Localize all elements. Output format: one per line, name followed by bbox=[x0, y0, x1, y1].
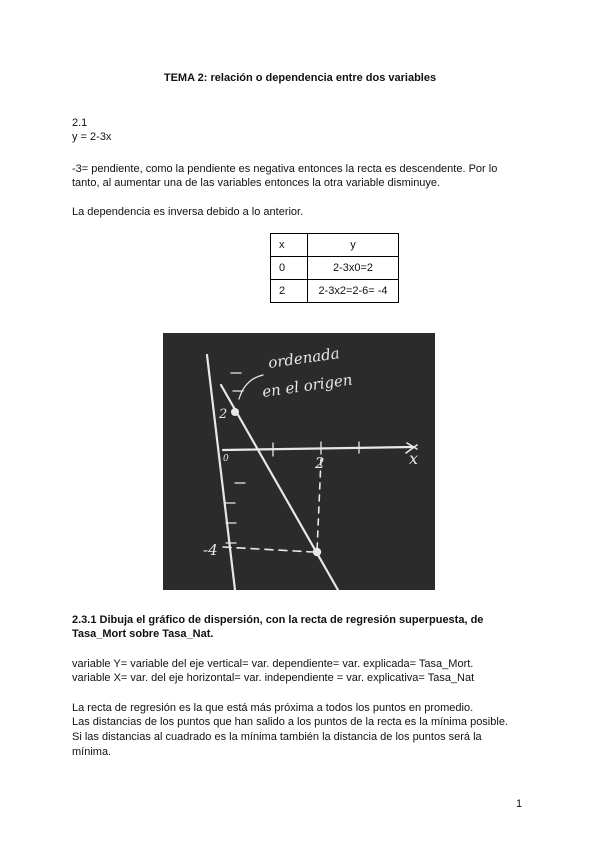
label-y-intercept: 2 bbox=[219, 407, 228, 422]
table-row bbox=[271, 280, 399, 303]
table-cell: 0 bbox=[271, 257, 308, 280]
heading-2-3-1-line1: 2.3.1 Dibuja el gráfico de dispersión, con la recta de regresión superpuesta, de bbox=[72, 614, 484, 626]
label-x-axis: x bbox=[409, 449, 419, 468]
equation: y = 2-3x bbox=[72, 131, 112, 143]
section-number: 2.1 bbox=[72, 117, 88, 129]
page-number: 1 bbox=[516, 798, 523, 810]
paragraph-slope-line1: -3= pendiente, como la pendiente es negativa entonces la recta es descendente. Por lo bbox=[72, 163, 498, 175]
table-cell: 2 bbox=[271, 280, 308, 303]
table-row bbox=[271, 257, 399, 280]
paragraph-regression-line4: mínima. bbox=[72, 746, 112, 758]
label-x-value: 2 bbox=[315, 454, 325, 472]
variable-x-definition: variable X= var. del eje horizontal= var. independiente = var. explicativa= Tasa_Nat bbox=[72, 672, 475, 684]
paragraph-regression-line2: Las distancias de los puntos que han salido a los puntos de la recta es la mínima posible. bbox=[72, 716, 508, 728]
paragraph-regression-line3: Si las distancias al cuadrado es la mínima también la distancia de los puntos será la bbox=[72, 731, 482, 743]
table-header-y: y bbox=[308, 234, 399, 257]
label-y-value: -4 bbox=[203, 541, 218, 559]
values-table bbox=[270, 233, 399, 303]
paragraph-slope-line2: tanto, al aumentar una de las variables entonces la otra variable disminuye. bbox=[72, 177, 441, 189]
table-header-x: x bbox=[271, 234, 308, 257]
table-cell: 2-3x2=2-6= -4 bbox=[308, 280, 399, 303]
chalkboard-photo bbox=[163, 333, 435, 590]
label-origin: 0 bbox=[223, 454, 229, 464]
paragraph-dependence: La dependencia es inversa debido a lo anterior. bbox=[72, 206, 304, 218]
annotation-line2: en el origen bbox=[261, 370, 354, 401]
table-header-row bbox=[271, 234, 399, 257]
paragraph-regression-line1: La recta de regresión es la que está más próxima a todos los puntos en promedio. bbox=[72, 702, 474, 714]
heading-2-3-1-line2: Tasa_Mort sobre Tasa_Nat. bbox=[72, 628, 214, 640]
point-y-intercept bbox=[231, 408, 239, 416]
annotation-line1: ordenada bbox=[267, 344, 341, 372]
page-title: TEMA 2: relación o dependencia entre dos variables bbox=[163, 72, 437, 84]
variable-y-definition: variable Y= variable del eje vertical= var. dependiente= var. explicada= Tasa_Mort. bbox=[72, 658, 474, 670]
point-2-minus4 bbox=[313, 548, 321, 556]
table-cell: 2-3x0=2 bbox=[308, 257, 399, 280]
